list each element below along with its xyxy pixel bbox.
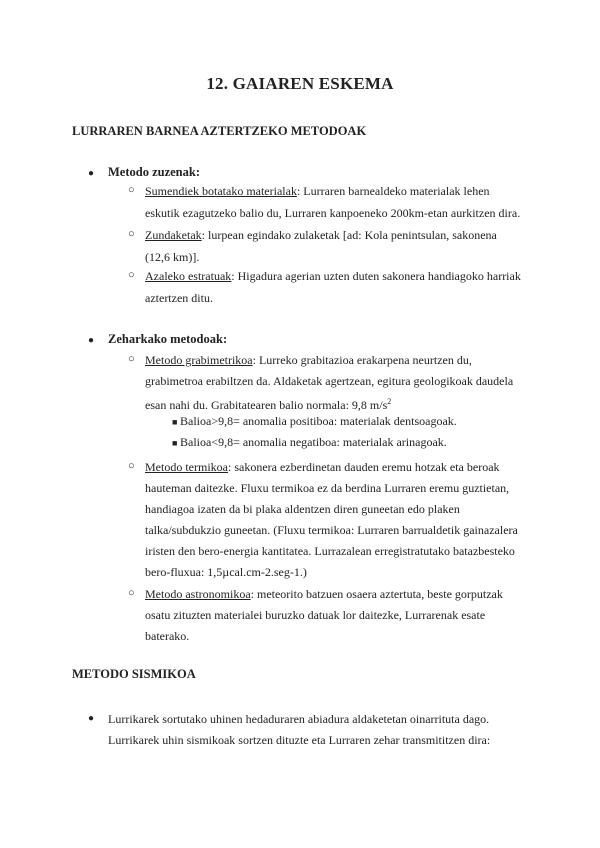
list-item-continuation: handiagoa izaten da bi plaka aldentzen diren guneetan edo plaken — [145, 502, 460, 516]
indirect-methods-label: Zeharkako metodoak: — [108, 332, 228, 346]
text: esan nahi du. Grabitatearen balio normala: 9,8 m/s — [145, 398, 388, 412]
term: Zundaketak — [145, 228, 202, 242]
term: Sumendiek botatako materialak — [145, 184, 297, 198]
term: Metodo grabimetrikoa — [145, 353, 253, 367]
list-item-continuation: eskutik ezagutzeko balio du, Lurraren kanpoeneko 200km-etan aurkitzen dira. — [145, 206, 521, 220]
term: Metodo astronomikoa — [145, 587, 251, 601]
text: : Higadura agerian uzten duten sakonera handiagoko harriak — [231, 269, 521, 283]
list-item-continuation — [145, 392, 565, 415]
text: : lurpean egindako zulaketak [ad: Kola penintsulan, sakonena — [201, 228, 497, 242]
circle-bullet-icon: ○ — [128, 353, 135, 365]
list-item-continuation: osatu zituzten materialei buruzko datuak lor daitezke, Lurrarenak esate — [145, 608, 486, 622]
bullet-icon: ● — [88, 335, 95, 346]
sub-item-negative: Balioa<9,8= anomalia negatiboa: materialak arinagoak. — [180, 435, 447, 449]
square-bullet-icon: ■ — [172, 417, 178, 427]
page-title: 12. GAIAREN ESKEMA — [206, 74, 394, 93]
list-item-astronomical — [145, 584, 565, 604]
circle-bullet-icon: ○ — [128, 460, 135, 472]
direct-methods-label: Metodo zuzenak: — [108, 165, 200, 179]
list-item-continuation: iristen den bero-energia kantitatea. Lurrazalean erregistratutako batazbesteko — [145, 544, 515, 558]
bullet-icon: ● — [88, 168, 95, 179]
list-item-volcanic — [145, 181, 565, 201]
text: : Lurraren barnealdeko materialak lehen — [296, 184, 490, 198]
list-item-continuation: baterako. — [145, 629, 190, 643]
seismic-text: Lurrikarek sortutako uhinen hedaduraren abiadura aldaketetan oinarrituta dago. — [108, 712, 490, 726]
term: Metodo termikoa — [145, 460, 228, 474]
list-item-continuation: (12,6 km)]. — [145, 250, 200, 264]
sub-item-positive: Balioa>9,8= anomalia positiboa: materialak dentsoagoak. — [180, 414, 457, 428]
section-heading-seismic: METODO SISMIKOA — [72, 667, 196, 681]
circle-bullet-icon: ○ — [128, 184, 135, 196]
text: : meteorito batzuen osaera aztertuta, beste gorputzak — [250, 587, 503, 601]
list-item-gravimetric — [145, 350, 565, 370]
circle-bullet-icon: ○ — [128, 228, 135, 240]
square-bullet-icon: ■ — [172, 438, 178, 448]
list-item-continuation: grabimetroa erabiltzen da. Aldaketak agertzean, egitura geologikoak daudela — [145, 374, 514, 388]
seismic-text-continuation: Lurrikarek uhin sismikoak sortzen dituzte eta Lurraren zehar transmititzen dira: — [108, 733, 491, 747]
term: Azaleko estratuak — [145, 269, 232, 283]
text: : sakonera ezberdinetan dauden eremu hotzak eta beroak — [227, 460, 500, 474]
list-item-drilling — [145, 225, 565, 245]
list-item-continuation: bero-fluxua: 1,5µcal.cm-2.seg-1.) — [145, 565, 307, 579]
circle-bullet-icon: ○ — [128, 269, 135, 281]
list-item-continuation: hauteman daitezke. Fluxu termikoa ez da berdina Lurraren eremu guztietan, — [145, 481, 510, 495]
list-item-continuation: talka/subdukzio guneetan. (Fluxu termikoa: Lurraren barrualdetik gainazalera — [145, 523, 518, 537]
bullet-icon: ● — [88, 713, 95, 724]
superscript: 2 — [387, 397, 392, 406]
list-item-thermal — [145, 457, 565, 477]
circle-bullet-icon: ○ — [128, 587, 135, 599]
text: : Lurreko grabitazioa erakarpena neurtzen du, — [252, 353, 472, 367]
list-item-strata — [145, 266, 565, 286]
list-item-continuation: aztertzen ditu. — [145, 291, 213, 305]
section-heading-methods: LURRAREN BARNEA AZTERTZEKO METODOAK — [72, 124, 367, 138]
